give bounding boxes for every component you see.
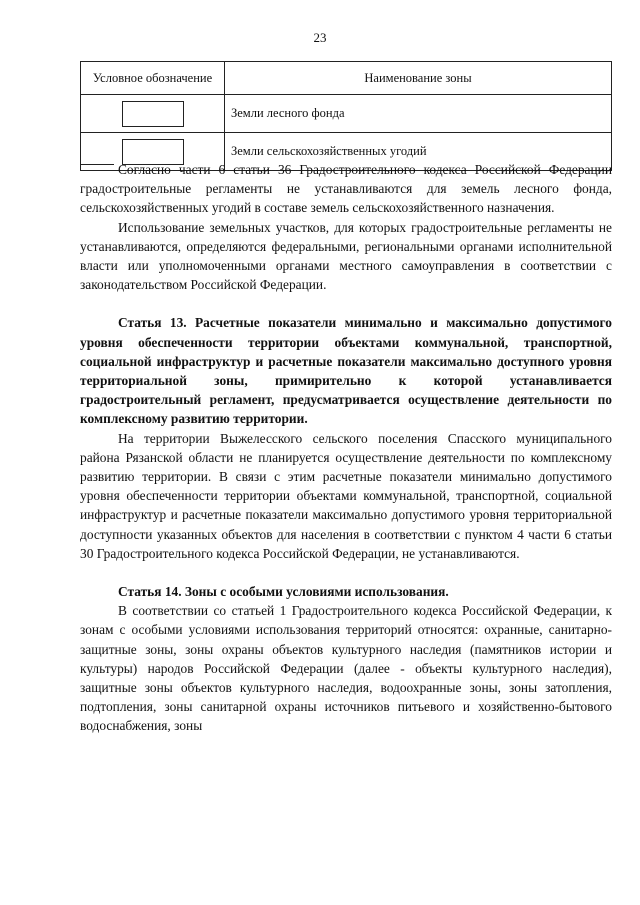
article-13-heading: Статья 13. Расчетные показатели минимально и максимально допустимого уровня обеспеченности территории объектами коммунальной, транспортной, социальной инфраструктур и расчетные показатели максимально доступного уровня территориальной зоны, примирительно к которой устанавливается градостроительный регламент, предусматривается осуществление деятельности по комплексному развитию территории. — [80, 315, 612, 427]
document-body — [80, 160, 612, 736]
table-header-row — [81, 62, 612, 95]
page-number: 23 — [313, 30, 327, 45]
paragraph: На территории Выжелесского сельского поселения Спасского муниципального района Рязанской области не планируется осуществление деятельности по комплексному развитию территории. В связи с этим расчетные показатели минимально допустимого уровня обеспеченности территории объектами коммунальной, транспортной, социальной инфраструктур и расчетные показатели максимально допустимого уровня территориальной доступности указанных объектов для населения в соответствии с пунктом 4 части 6 статьи 30 Градостроительного кодекса Российской Федерации, не устанавливаются. — [80, 430, 612, 561]
legend-swatch — [122, 101, 184, 127]
zones-legend-table — [80, 61, 612, 171]
legend-symbol-cell — [81, 95, 225, 133]
zone-name: Земли лесного фонда — [225, 95, 612, 133]
header-symbol: Условное обозначение — [81, 62, 225, 95]
header-zone-name: Наименование зоны — [225, 62, 612, 95]
zone-name: Земли сельскохозяйственных угодий — [225, 133, 612, 171]
paragraph: Согласно части 6 статьи 36 Градостроительного кодекса Российской Федерации градостроительные регламенты не устанавливаются для земель лесного фонда, сельскохозяйственных угодий в составе земель сельскохозяйственного назначения. — [80, 162, 612, 216]
article-14-heading: Статья 14. Зоны с особыми условиями использования. — [118, 584, 449, 600]
paragraph: В соответствии со статьей 1 Градостроительного кодекса Российской Федерации, к зонам с особыми условиями использования территорий относятся: охранные, санитарно-защитные зоны, зоны охраны объектов культурного наследия (памятников истории и культуры) народов Российской Федерации (далее - объекты культурного наследия), защитные зоны объектов культурного наследия, водоохранные зоны, зоны затопления, подтопления, зоны санитарной охраны источников питьевого и хозяйственно-бытового водоснабжения, зоны — [80, 603, 612, 734]
table-row — [81, 95, 612, 133]
paragraph: Использование земельных участков, для которых градостроительные регламенты не устанавливаются, определяются федеральными, региональными органами исполнительной власти или уполномоченными органами местного самоуправления в соответствии с законодательством Российской Федерации. — [80, 219, 612, 293]
